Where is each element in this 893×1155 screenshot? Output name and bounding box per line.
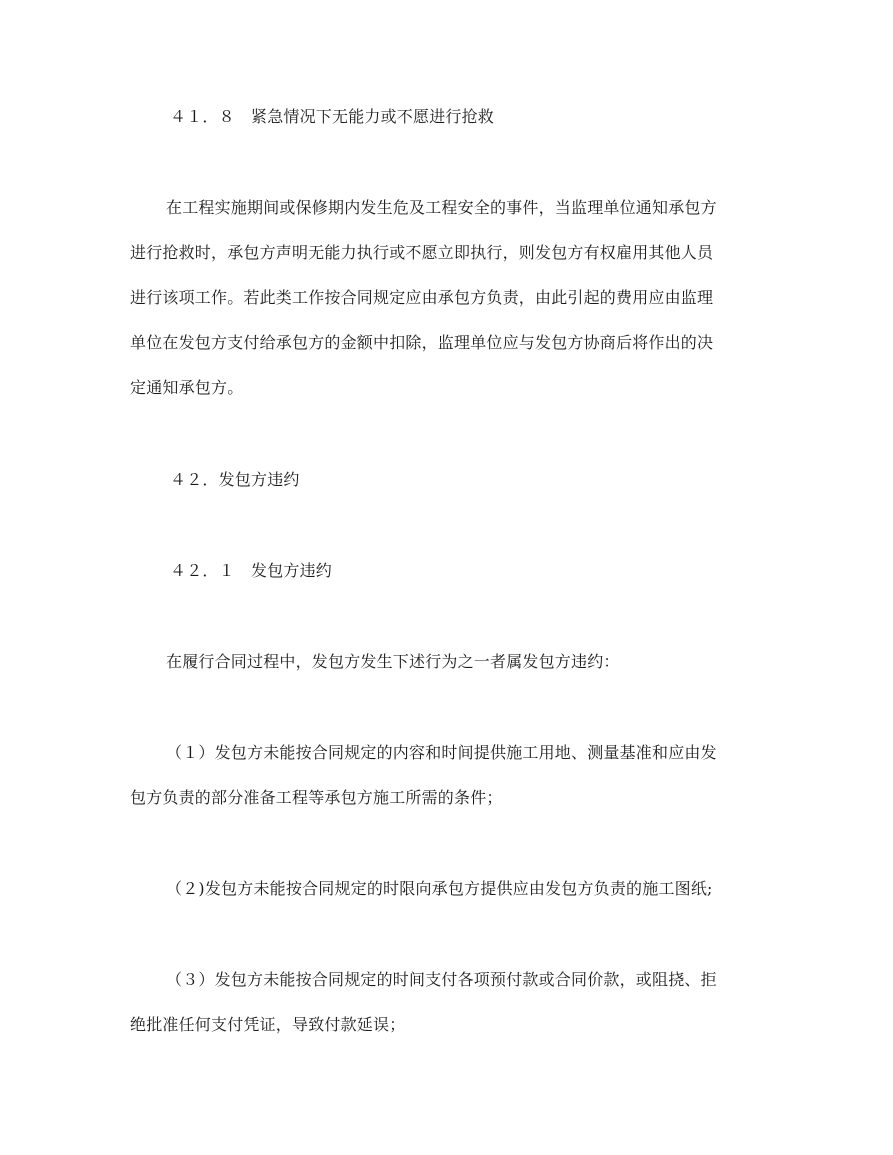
list-item-1-line: 包方负责的部分准备工程等承包方施工所需的条件； (130, 788, 503, 807)
paragraph-line: 在履行合同过程中，发包方发生下述行为之一者属发包方违约： (166, 652, 620, 671)
paragraph-line: 单位在发包方支付给承包方的金额中扣除，监理单位应与发包方协商后将作出的决 (130, 333, 714, 352)
list-item-2-line: （２)发包方未能按合同规定的时限向承包方提供应由发包方负责的施工图纸; (166, 879, 713, 898)
list-item-1-line: （１）发包方未能按合同规定的内容和时间提供施工用地、测量基准和应由发 (166, 743, 717, 762)
list-item-3-line: （３）发包方未能按合同规定的时间支付各项预付款或合同价款，或阻挠、拒 (166, 970, 717, 989)
paragraph-line: 定通知承包方。 (130, 378, 244, 397)
paragraph-line: 在工程实施期间或保修期内发生危及工程安全的事件，当监理单位通知承包方 (166, 198, 717, 217)
paragraph-line: 进行抢救时，承包方声明无能力执行或不愿立即执行，则发包方有权雇用其他人员 (130, 243, 714, 262)
section-heading-42-1: ４２．１ 发包方违约 (170, 561, 333, 580)
paragraph-line: 进行该项工作。若此类工作按合同规定应由承包方负责，由此引起的费用应由监理 (130, 288, 714, 307)
section-heading-42: ４２．发包方违约 (170, 470, 300, 489)
list-item-3-line: 绝批准任何支付凭证，导致付款延误； (130, 1015, 406, 1034)
section-heading-41-8: ４１．８ 紧急情况下无能力或不愿进行抢救 (170, 107, 495, 126)
